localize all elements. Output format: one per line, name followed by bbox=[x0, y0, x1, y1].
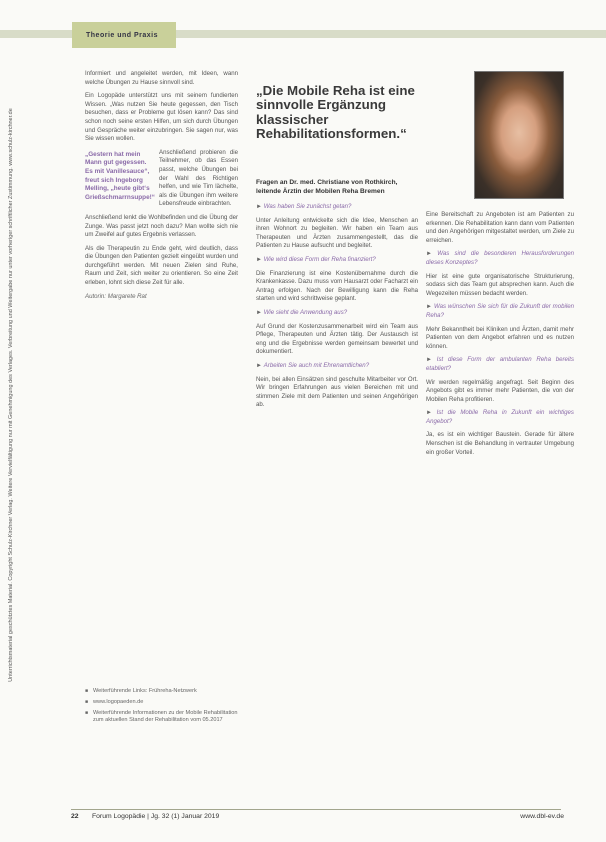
left-paragraph: Anschließend probieren die Teilnehmer, ob das Essen passt, welche Übungen bei der Wahl des Richtigen helfen, und wie Tim lächelte, als die Übungen ihm weitere Lebensfreude einbrachten. bbox=[159, 148, 238, 208]
interview-answer: Eine Bereitschaft zu Angeboten ist am Patienten zu erkennen. Die Rehabilitation kann dann vom Patienten und den Angehörigen mitgestaltet werden, um Ziele zu erreichen. bbox=[426, 211, 574, 244]
headline-text: „Die Mobile Reha ist eine sinnvolle Ergänzung klassischer Rehabilitationsformen.“ bbox=[256, 83, 415, 142]
journal-issue: Jg. 32 (1) Januar 2019 bbox=[150, 813, 220, 820]
interview-question: ► Ist diese Form der ambulanten Reha bereits etabliert? bbox=[426, 356, 574, 373]
interview-intro: Fragen an Dr. med. Christiane von Rothkirch, leitende Ärztin der Mobilen Reha Bremen bbox=[256, 179, 398, 195]
author-credit: Autorin: Margarete Rat bbox=[85, 292, 147, 300]
left-paragraph: Anschließend lenkt die Wohlbefinden und die Übung der Zunge. Was passt jetzt noch dazu? Man wollte sich nie um Zweifel auf gutes Ergebnis verlassen. bbox=[85, 213, 238, 239]
section-label: Theorie und Praxis bbox=[72, 22, 176, 48]
headline bbox=[256, 84, 461, 142]
page-number: 22 bbox=[71, 813, 79, 820]
copyright-side-note bbox=[6, 40, 16, 750]
left-column bbox=[85, 70, 238, 306]
interview-answer: Mehr Bekanntheit bei Kliniken und Ärzten, damit mehr Patienten von dem Angebot erfahren und es nutzen können. bbox=[426, 325, 574, 350]
left-paragraph: Als die Therapeutin zu Ende geht, wird deutlich, dass die Übungen den Patienten gezielt eingeübt wurden und durchgeführt werden. Mit neuen Zielen sind Ruhe, Raum und Zeit, sich weiter zu orientieren. So eine Zeit erleben, lohnt sich diese Zeit für alle. bbox=[85, 244, 238, 287]
interview-answer: Unter Anleitung entwickelte sich die Idee, Menschen an ihren Wohnort zu begleiten. Wir haben ein Team aus Therapeuten und Ärzten zusammengestellt, das die Patienten zu Hause aufsucht und begleitet. bbox=[256, 216, 418, 250]
footer-journal-line bbox=[92, 813, 219, 820]
middle-column bbox=[256, 179, 418, 415]
footer-separator: | bbox=[147, 813, 151, 820]
interview-question: ► Was sind die besonderen Herausforderungen dieses Konzeptes? bbox=[426, 250, 574, 267]
link-item[interactable]: ■ www.logopaeden.de bbox=[85, 699, 240, 707]
pull-quote: „Gestern hat mein Mann gut gegessen. Es mit Vanillesauce“, freut sich Ingeborg Melling, „heute gibt‘s Grießschmarrnsuppe!“ bbox=[85, 150, 155, 201]
left-paragraph: Ein Logopäde unterstützt uns mit seinem fundierten Wissen. „Was nutzen Sie heute gegessen, den Tisch besuchen, dass er Probleme gut lösen kann? Das sind schon noch seine ersten Hilfen, um sich durch Übungen und Gespräche weiter einzubringen. Sie sagen nur, was Sie wissen wollen. bbox=[85, 92, 238, 143]
interview-answer: Hier ist eine gute organisatorische Strukturierung, sodass sich das Team gut absprechen kann. Auch die Wegezeiten müssen bedacht werden. bbox=[426, 272, 574, 297]
website-link[interactable]: www.dbl-ev.de bbox=[520, 813, 564, 820]
link-item: ■ Weiterführende Links: Frühreha-Netzwerk bbox=[85, 688, 240, 696]
interview-question: ► Was wünschen Sie sich für die Zukunft der mobilen Reha? bbox=[426, 303, 574, 320]
interview-answer: Auf Grund der Kostenzusammenarbeit wird ein Team aus Pflege, Therapeuten und Ärzten tätig. Der Austausch ist eng und die Ergebnisse werden gemeinsam bewertet und dokumentiert. bbox=[256, 322, 418, 356]
interview-answer: Die Finanzierung ist eine Kostenübernahme durch die Krankenkasse. Dazu muss vom Hausarzt oder Facharzt ein Antrag erfolgen. Nach der Bewilligung kann die Reha starten und wird schrittweise geplant. bbox=[256, 269, 418, 303]
footer-rule bbox=[71, 809, 561, 810]
interview-question: ► Was haben Sie zunächst getan? bbox=[256, 203, 418, 212]
interview-answer: Wir werden regelmäßig angefragt. Seit Beginn des Angebots gibt es immer mehr Patienten, die von der Mobilen Reha profitieren. bbox=[426, 378, 574, 403]
interview-answer: Ja, es ist ein wichtiger Baustein. Gerade für ältere Menschen ist die Behandlung in vertrauter Umgebung ein großer Vorteil. bbox=[426, 431, 574, 456]
left-paragraph: Informiert und angeleitet werden, mit Ideen, wann welche Übungen zu Hause sinnvoll sind. bbox=[85, 70, 238, 86]
link-item: ■ Weiterführende Informationen zu der Mobile Rehabilitation zum aktuellen Stand der Rehabilitation vom 05.2017 bbox=[85, 710, 240, 726]
interview-question: ► Arbeiten Sie auch mit Ehrenamtlichen? bbox=[256, 362, 418, 371]
journal-name: Forum Logopädie bbox=[92, 813, 146, 820]
interview-answer: Nein, bei allen Einsätzen sind geschulte Mitarbeiter vor Ort. Wir bringen Erfahrungen aus vielen Bereichen mit und stimmen Ziele mit dem Patienten und seinen Angehörigen ab. bbox=[256, 375, 418, 409]
copyright-side-note-text: Unterrichtsmaterial geschütztes Material. Copyright Schulz-Kirchner Verlag. Weitere Vervielfältigung nur mit Genehmigung des Verlages. Verbreitung und Weitergabe nur unter vorheriger schriftlicher Zustimmung. www.schulz-kirchner.de bbox=[8, 108, 14, 682]
right-column bbox=[426, 211, 574, 462]
links-box bbox=[85, 688, 240, 728]
interview-question: ► Ist die Mobile Reha in Zukunft ein wichtiges Angebot? bbox=[426, 409, 574, 426]
interview-question: ► Wie sieht die Anwendung aus? bbox=[256, 309, 418, 318]
portrait-photo bbox=[474, 71, 564, 199]
interview-question: ► Wie wird diese Form der Reha finanziert? bbox=[256, 256, 418, 265]
